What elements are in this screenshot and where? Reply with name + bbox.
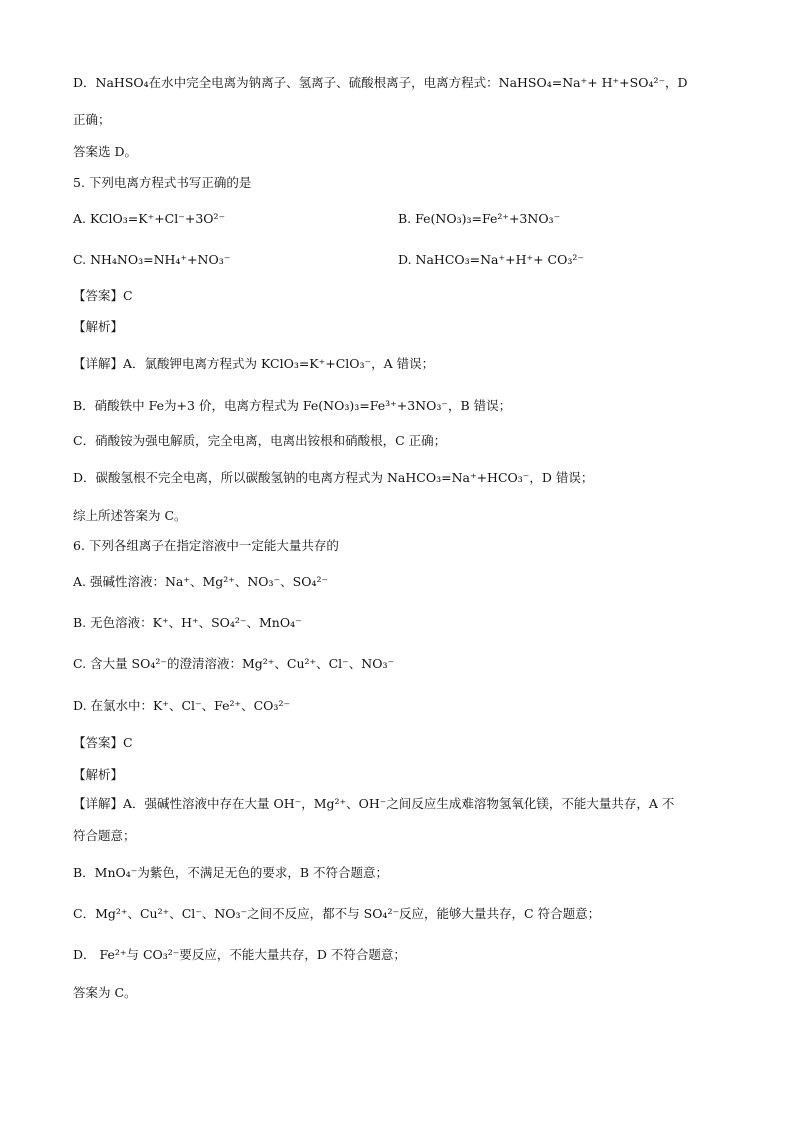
q6-detail-a-cont: 符合题意；: [73, 828, 136, 843]
q6-option-a: A. 强碱性溶液：Na⁺、Mg²⁺、NO₃⁻、SO₄²⁻: [73, 574, 329, 589]
q5-option-b: B. Fe(NO₃)₃=Fe²⁺+3NO₃⁻: [398, 211, 561, 226]
q5-option-c: C. NH₄NO₃=NH₄⁺+NO₃⁻: [73, 252, 231, 267]
q6-detail-d: D． Fe²⁺与 CO₃²⁻要反应，不能大量共存，D 不符合题意；: [73, 947, 406, 962]
q5-detail-b: B．硝酸铁中 Fe为+3 价，电离方程式为 Fe(NO₃)₃=Fe³⁺+3NO₃⁻，B 错误；: [73, 398, 512, 413]
option-d-explanation: D．NaHSO₄在水中完全电离为钠离子、氢离子、硫酸根离子，电离方程式：NaHSO₄=Na⁺+ H⁺+SO₄²⁻，D: [73, 75, 688, 90]
q5-detail-a: 【详解】A．氯酸钾电离方程式为 KClO₃=K⁺+ClO₃⁻，A 错误；: [73, 356, 435, 371]
q6-option-c: C. 含大量 SO₄²⁻的澄清溶液：Mg²⁺、Cu²⁺、Cl⁻、NO₃⁻: [73, 656, 395, 671]
summary-q5: 综上所述答案为 C。: [73, 508, 187, 523]
question-5: 5. 下列电离方程式书写正确的是: [73, 175, 252, 190]
q6-option-d: D. 在氯水中：K⁺、Cl⁻、Fe²⁺、CO₃²⁻: [73, 698, 291, 713]
q5-option-a: A. KClO₃=K⁺+Cl⁻+3O²⁻: [73, 211, 226, 226]
q6-detail-b: B．MnO₄⁻为紫色，不满足无色的要求，B 不符合题意；: [73, 865, 389, 880]
analysis-heading-q5: 【解析】: [73, 319, 124, 334]
summary-q6: 答案为 C。: [73, 985, 137, 1000]
answer-q4: 答案选 D。: [73, 144, 137, 159]
question-6: 6. 下列各组离子在指定溶液中一定能大量共存的: [73, 538, 339, 553]
q5-detail-d: D．碳酸氢根不完全电离，所以碳酸氢钠的电离方程式为 NaHCO₃=Na⁺+HCO₃⁻，D 错误；: [73, 470, 594, 485]
q6-detail-c: C．Mg²⁺、Cu²⁺、Cl⁻、NO₃⁻之间不反应，都不与 SO₄²⁻反应，能够大量共存，C 符合题意；: [73, 906, 601, 921]
q5-option-d: D. NaHCO₃=Na⁺+H⁺+ CO₃²⁻: [398, 252, 584, 267]
option-d-explanation-cont: 正确；: [73, 112, 111, 127]
q5-detail-c: C．硝酸铵为强电解质，完全电离，电离出铵根和硝酸根，C 正确；: [73, 433, 447, 448]
answer-q6: 【答案】C: [73, 735, 133, 750]
analysis-heading-q6: 【解析】: [73, 767, 124, 782]
q6-option-b: B. 无色溶液：K⁺、H⁺、SO₄²⁻、MnO₄⁻: [73, 615, 302, 630]
q6-detail-a: 【详解】A．强碱性溶液中存在大量 OH⁻，Mg²⁺、OH⁻之间反应生成难溶物氢氧化镁，不能大量共存，A 不: [73, 796, 675, 811]
answer-q5: 【答案】C: [73, 288, 133, 303]
